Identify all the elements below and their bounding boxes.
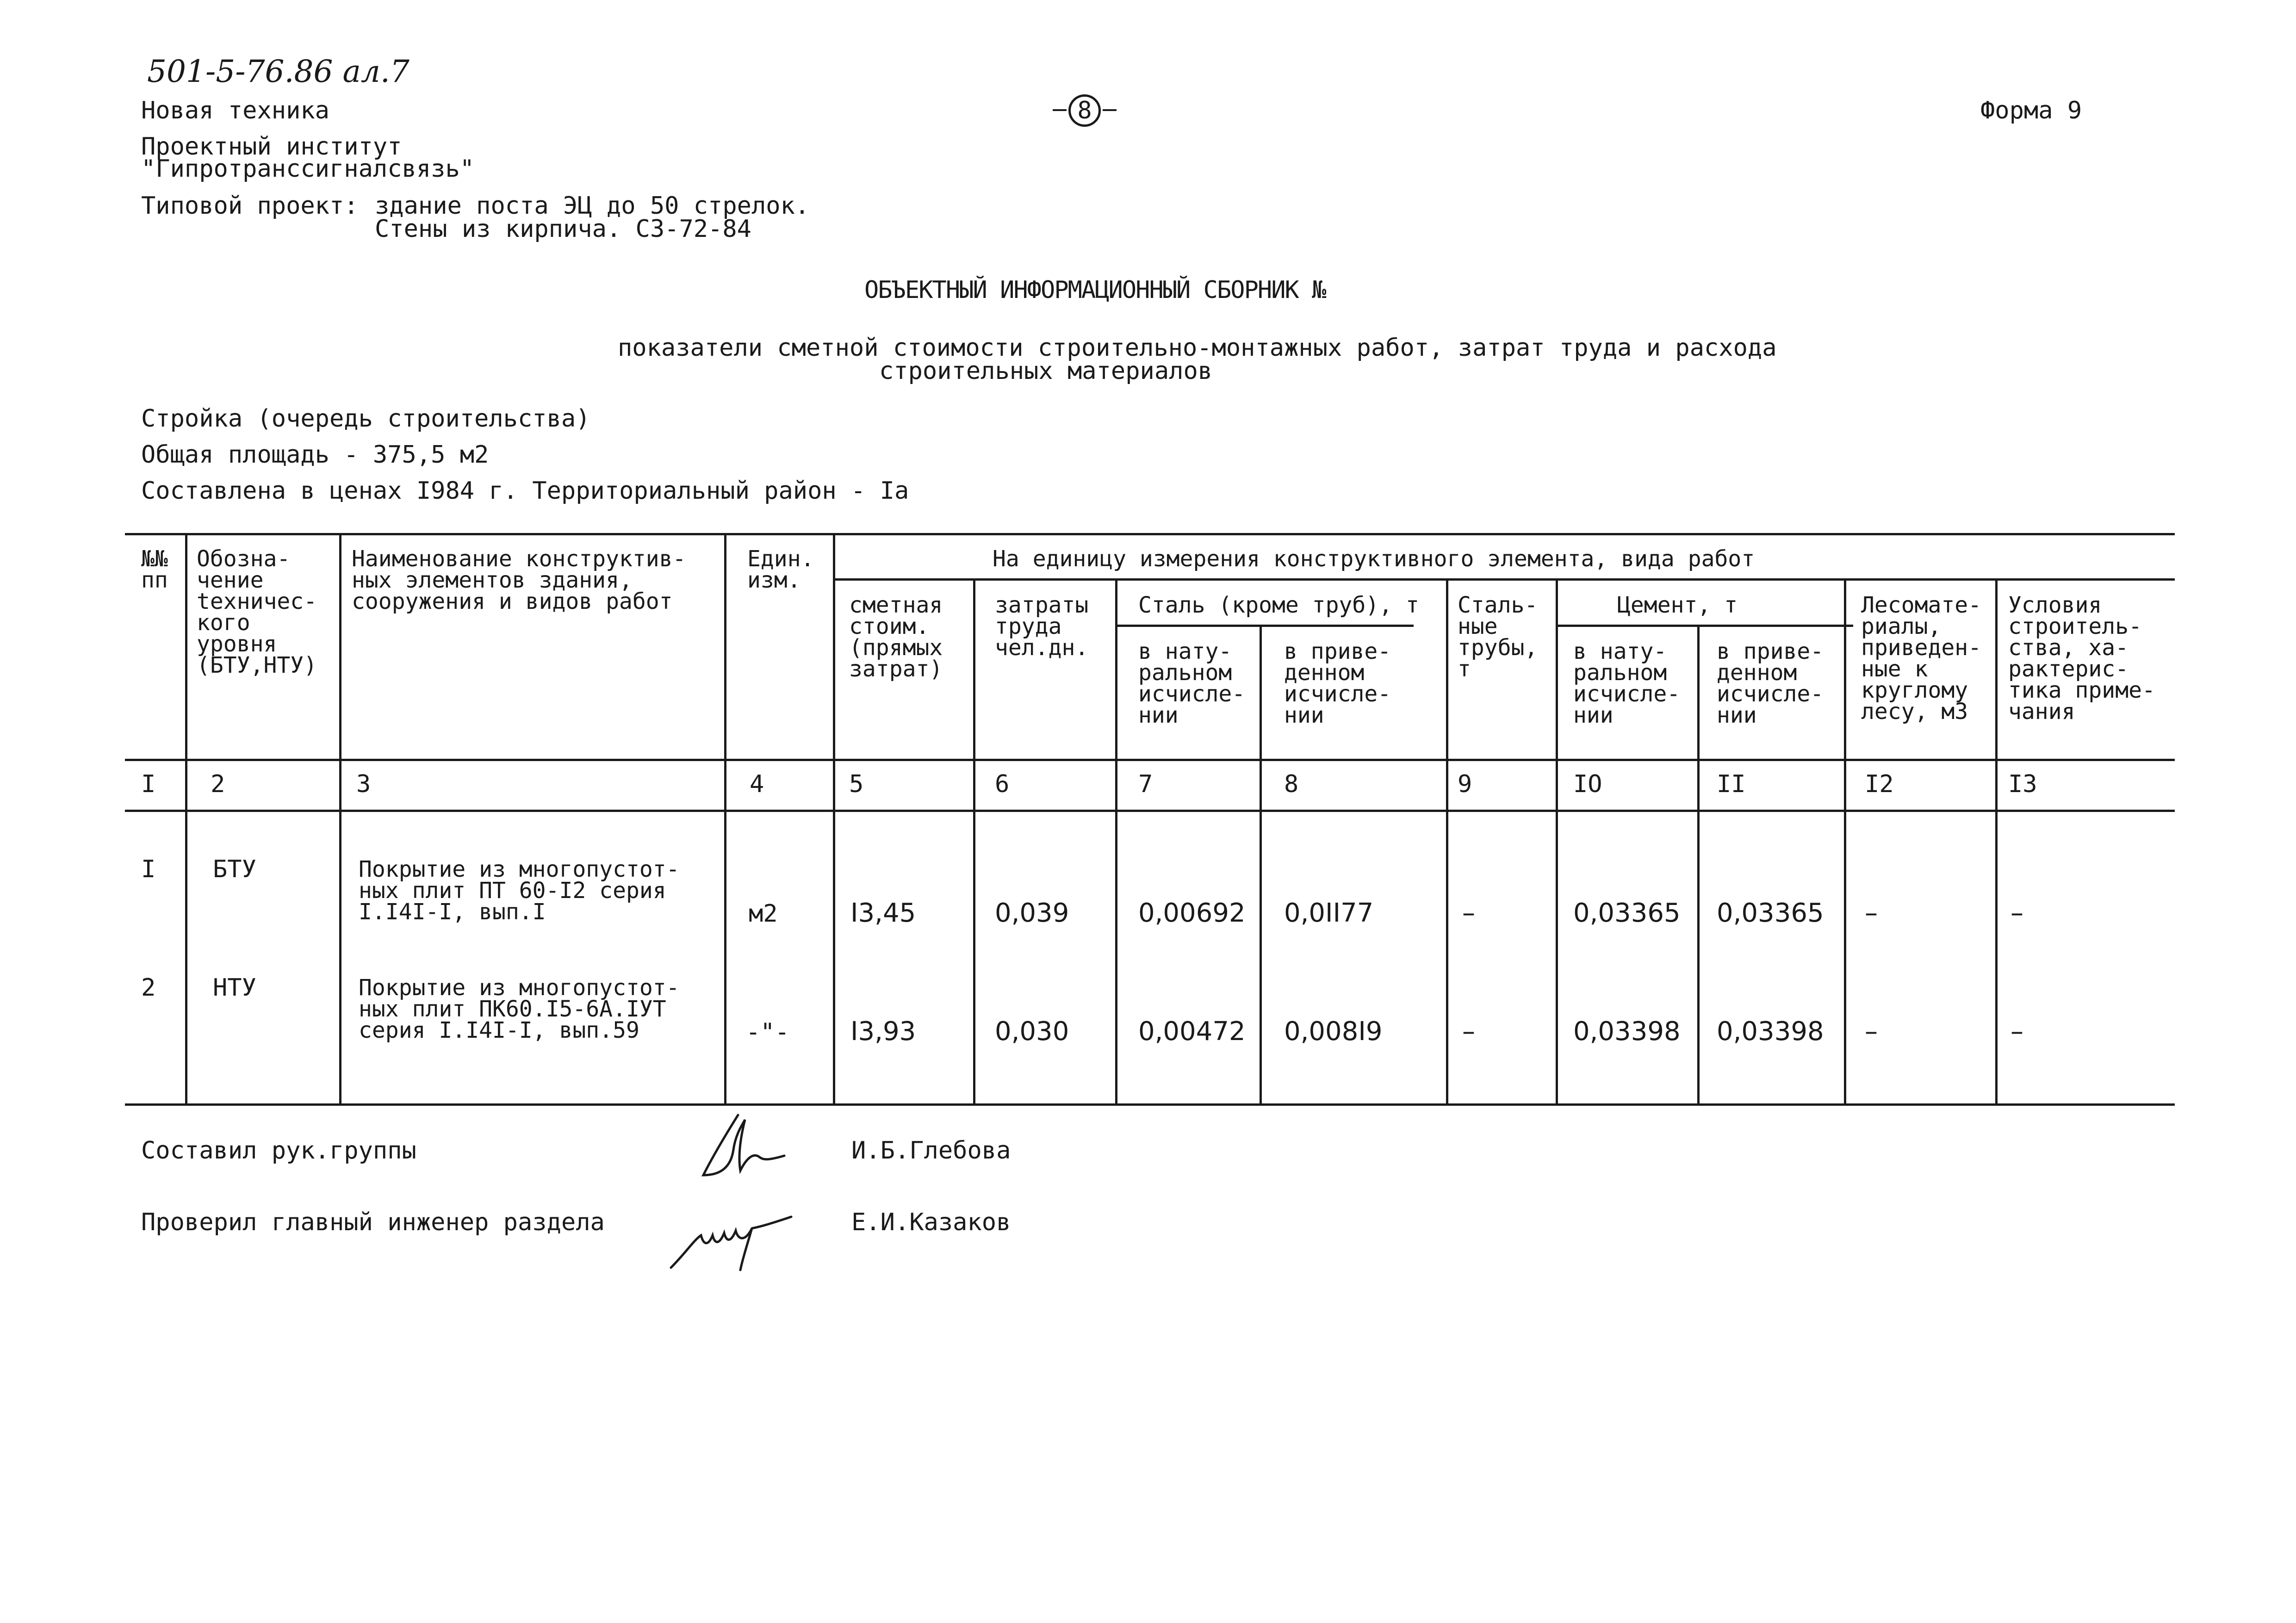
- header-col-10: в нату- ральном исчисле- нии: [1573, 638, 1681, 728]
- header-col-13: Условия строитель- ства, ха- рактерис- тика приме- чания: [2008, 592, 2155, 725]
- col-divider-7: [1260, 625, 1262, 1106]
- header-col-7: в нату- ральном исчисле- нии: [1138, 638, 1246, 728]
- header-col-2: Обозна- чение tехничес- кого уровня (БТУ,НТУ): [197, 546, 317, 678]
- header-col-8: в приве- денном исчисле- нии: [1284, 638, 1391, 728]
- header-col-6: затраты труда чел.дн.: [995, 592, 1089, 661]
- row-timber: –: [1865, 1016, 1878, 1047]
- row-cement-reduced: 0,03365: [1717, 898, 1824, 928]
- col-number-6: 6: [995, 770, 1010, 798]
- project-label: Типовой проект:: [141, 192, 359, 220]
- header-group-steel: Сталь (кроме труб), т: [1138, 592, 1419, 618]
- col-number-9: 9: [1458, 770, 1472, 798]
- col-number-1: I: [141, 770, 156, 798]
- row-steel-natural: 0,00692: [1138, 898, 1246, 928]
- info-line-3: Составлена в ценах I984 г. Территориальный район - Iа: [141, 477, 909, 505]
- group-header-border: [833, 578, 2175, 581]
- col-number-4: 4: [750, 770, 764, 798]
- subtitle-line-2: строительных материалов: [879, 357, 1213, 385]
- row-cost: I3,45: [850, 898, 916, 928]
- col-divider-12: [1995, 578, 1998, 1106]
- row-unit: м2: [749, 900, 778, 928]
- row-conditions: –: [2011, 898, 2023, 928]
- col-number-5: 5: [849, 770, 864, 798]
- table-top-border: [125, 533, 2175, 535]
- header-col-4: Един. изм.: [747, 546, 814, 593]
- row-pipes: –: [1462, 898, 1475, 928]
- header-col-11: в приве- денном исчисле- нии: [1717, 638, 1824, 728]
- row-level: БТУ: [213, 855, 256, 883]
- row-steel-reduced: 0,008I9: [1284, 1016, 1383, 1047]
- col-number-12: I2: [1865, 770, 1894, 798]
- col-number-10: IO: [1573, 770, 1602, 798]
- row-pipes: –: [1462, 1016, 1475, 1047]
- row-steel-reduced: 0,0II77: [1284, 898, 1374, 928]
- col-divider-5: [973, 578, 975, 1106]
- header-bottom-border: [125, 759, 2175, 761]
- row-steel-natural: 0,00472: [1138, 1016, 1246, 1047]
- row-cost: I3,93: [850, 1016, 916, 1047]
- col-number-7: 7: [1138, 770, 1153, 798]
- steel-subheader-border: [1117, 625, 1414, 627]
- row-name: Покрытие из многопустот- ных плит ПК60.I5-6А.IУТ серия I.I4I-I, вып.59: [359, 975, 680, 1043]
- org-line-1: Новая техника: [141, 97, 329, 124]
- project-line-1: здание поста ЭЦ до 50 стрелок.: [375, 192, 810, 220]
- document-title: ОБЪЕКТНЫЙ ИНФОРМАЦИОННЫЙ СБОРНИК №: [864, 276, 1326, 304]
- row-number: I: [141, 855, 156, 883]
- col-number-3: 3: [356, 770, 371, 798]
- compiled-by-label: Составил рук.группы: [141, 1137, 416, 1165]
- row-level: НТУ: [213, 974, 256, 1002]
- col-divider-11: [1844, 578, 1846, 1106]
- row-unit: -"-: [746, 1018, 789, 1046]
- col-divider-4: [833, 533, 835, 1106]
- compiled-by-name: И.Б.Глебова: [851, 1137, 1011, 1165]
- col-divider-2: [339, 533, 341, 1106]
- header-col-9: Сталь- ные трубы, т: [1458, 592, 1538, 682]
- col-number-11: II: [1717, 770, 1746, 798]
- table-bottom-border: [125, 1103, 2175, 1106]
- row-number: 2: [141, 974, 156, 1002]
- col-number-8: 8: [1284, 770, 1299, 798]
- col-divider-6: [1115, 578, 1117, 1106]
- org-line-3: "Гипротранссигналсвязь": [141, 155, 475, 183]
- row-cement-natural: 0,03398: [1573, 1016, 1681, 1047]
- subtitle-line-1: показатели сметной стоимости строительно-монтажных работ, затрат труда и расхода: [618, 334, 1777, 362]
- col-divider-10: [1697, 625, 1700, 1106]
- col-numbers-bottom-border: [125, 810, 2175, 812]
- row-labor: 0,030: [995, 1016, 1069, 1047]
- form-label: Форма 9: [1980, 97, 2082, 124]
- col-divider-3: [724, 533, 726, 1106]
- col-divider-1: [185, 533, 187, 1106]
- row-labor: 0,039: [995, 898, 1069, 928]
- signature-glebova: [694, 1106, 796, 1184]
- checked-by-name: Е.И.Казаков: [851, 1208, 1011, 1236]
- project-line-2: Стены из кирпича. СЗ-72-84: [375, 215, 751, 243]
- cement-subheader-border: [1557, 625, 1853, 627]
- row-timber: –: [1865, 898, 1878, 928]
- row-cement-reduced: 0,03398: [1717, 1016, 1824, 1047]
- row-name: Покрытие из многопустот- ных плит ПТ 60-I2 серия I.I4I-I, вып.I: [359, 856, 680, 925]
- checked-by-label: Проверил главный инженер раздела: [141, 1208, 605, 1236]
- header-group-main: На единицу измерения конструктивного элемента, вида работ: [993, 546, 1755, 572]
- header-group-cement: Цемент, т: [1617, 592, 1738, 618]
- header-col-5: сметная стоим. (прямых затрат): [849, 592, 943, 682]
- header-col-3: Наименование конструктив- ных элементов здания, сооружения и видов работ: [352, 546, 686, 614]
- col-divider-9: [1556, 578, 1558, 1106]
- org-line-2: Проектный институт: [141, 133, 402, 161]
- col-divider-8: [1446, 578, 1448, 1106]
- col-number-2: 2: [211, 770, 225, 798]
- header-col-12: Лесомате- риалы, приведен- ные к круглому лесу, м3: [1861, 592, 1982, 725]
- page-number-value: 8: [1068, 94, 1101, 127]
- info-line-1: Стройка (очередь строительства): [141, 405, 590, 433]
- row-cement-natural: 0,03365: [1573, 898, 1681, 928]
- info-line-2: Общая площадь - 375,5 м2: [141, 441, 489, 469]
- signature-kazakov: [666, 1203, 805, 1272]
- col-number-13: I3: [2008, 770, 2037, 798]
- document-code: 501-5-76.86 ал.7: [147, 54, 410, 89]
- row-conditions: –: [2011, 1016, 2023, 1047]
- header-col-1: №№ пп: [141, 546, 168, 593]
